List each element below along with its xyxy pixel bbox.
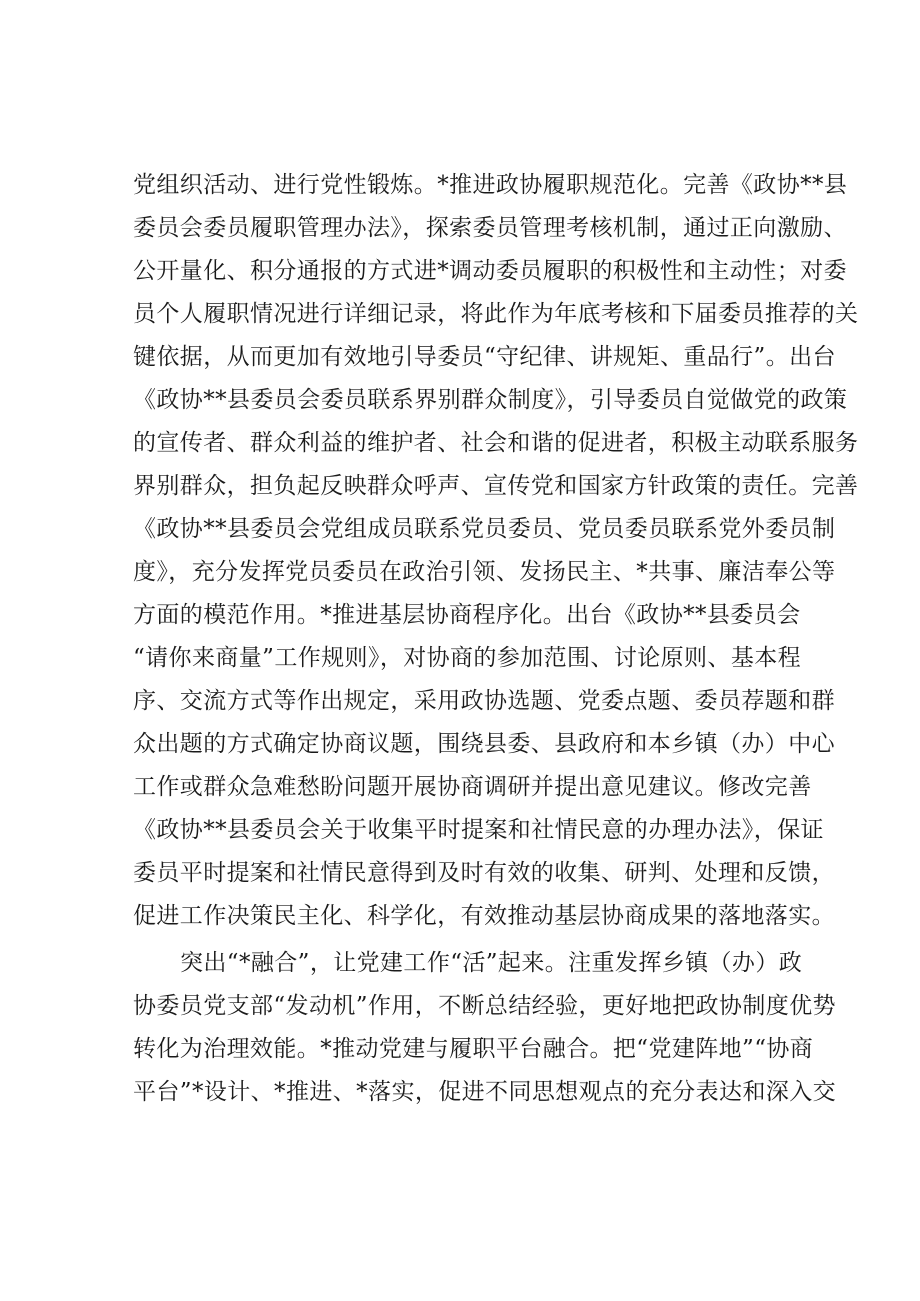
- text-line: 员个人履职情况进行详细记录，将此作为年底考核和下届委员推荐的关: [133, 301, 859, 327]
- text-line: 公开量化、积分通报的方式进*调动委员履职的积极性和主动性；对委: [133, 258, 847, 284]
- text-line: 平台”*设计、*推进、*落实，促进不同思想观点的充分表达和深入交: [133, 1079, 837, 1105]
- text-line: 序、交流方式等作出规定，采用政协选题、党委点题、委员荐题和群: [133, 688, 835, 714]
- text-line: 界别群众，担负起反映群众呼声、宣传党和国家方针政策的责任。完善: [133, 473, 859, 499]
- text-line: 键依据，从而更加有效地引导委员“守纪律、讲规矩、重品行”。出台: [133, 344, 836, 370]
- text-line: 促进工作决策民主化、科学化，有效推动基层协商成果的落地落实。: [133, 903, 835, 929]
- text-line: 《政协**县委员会党组成员联系党员委员、党员委员联系党外委员制: [133, 516, 836, 542]
- text-line: 《政协**县委员会关于收集平时提案和社情民意的办理办法》，保证: [133, 817, 824, 843]
- text-line: 《政协**县委员会委员联系界别群众制度》，引导委员自觉做党的政策: [133, 387, 848, 413]
- text-line: 突出“*融合”，让党建工作“活”起来。注重发挥乡镇（办）政: [180, 950, 803, 976]
- text-line: 方面的模范作用。*推进基层协商程序化。出台《政协**县委员会: [133, 602, 801, 628]
- text-line: 的宣传者、群众利益的维护者、社会和谐的促进者，积极主动联系服务: [133, 430, 859, 456]
- text-line: 委员会委员履职管理办法》，探索委员管理考核机制，通过正向激励、: [133, 215, 847, 241]
- text-line: 协委员党支部“发动机”作用，不断总结经验，更好地把政协制度优势: [133, 993, 836, 1019]
- text-line: 委员平时提案和社情民意得到及时有效的收集、研判、处理和反馈，: [133, 860, 835, 886]
- text-line: 转化为治理效能。*推动党建与履职平台融合。把“党建阵地”“协商: [133, 1036, 814, 1062]
- text-line: 众出题的方式确定协商议题，围绕县委、县政府和本乡镇（办）中心: [133, 731, 835, 757]
- text-line: 度》，充分发挥党员委员在政治引领、发扬民主、*共事、廉洁奉公等: [133, 559, 836, 585]
- text-line: 工作或群众急难愁盼问题开展协商调研并提出意见建议。修改完善: [133, 774, 812, 800]
- text-line: 党组织活动、进行党性锻炼。*推进政协履职规范化。完善《政协**县: [133, 172, 848, 198]
- text-line: “请你来商量”工作规则》，对协商的参加范围、讨论原则、基本程: [133, 645, 802, 671]
